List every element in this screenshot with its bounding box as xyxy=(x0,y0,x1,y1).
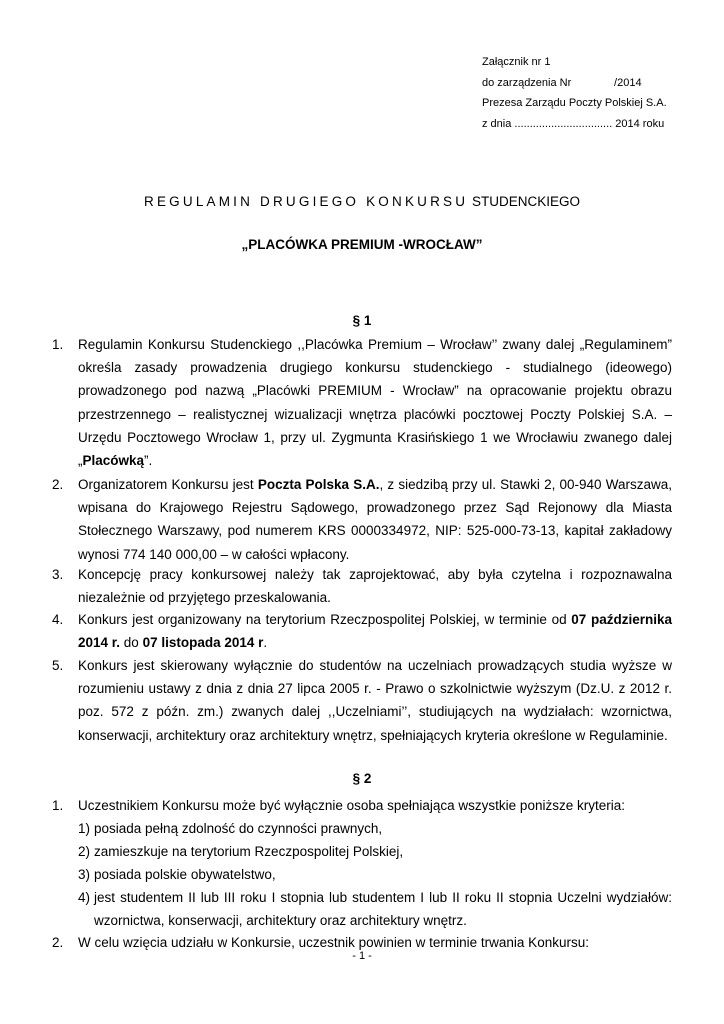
annex-header xyxy=(482,52,667,134)
item-number: 1. xyxy=(52,798,64,813)
item-number: 2. xyxy=(52,935,64,950)
criteria-number: 3) xyxy=(78,867,91,882)
annex-line-3: Prezesa Zarządu Poczty Polskiej S.A. xyxy=(482,97,667,109)
item-text: Konkurs jest organizowany na terytorium Rzeczpospolitej Polskiej, w terminie od 07 października 2014 r. do 07 listopada 2014 r. xyxy=(78,612,673,651)
section-1-item-3 xyxy=(52,563,672,609)
criteria-number: 2) xyxy=(78,844,91,859)
document-title xyxy=(0,194,724,209)
annex-line-1: Załącznik nr 1 xyxy=(482,56,551,68)
item-text: Konkurs jest skierowany wyłącznie do studentów na uczelniach prowadzących studia wyższe w rozumieniu ustawy z dnia z dnia 27 lipca 2005 r. - Prawo o szkolnictwie wyższym (Dz.U. z 2012 r. poz. 572 z późn. zm.) zwanych dalej ,,Uczelniami’’, studiujących na wydziałach: wzornictwa, konserwacji, architektury oraz architektury wnętrz, spełniających kryteria określone w Regulaminie. xyxy=(78,658,672,743)
section-2-heading: § 2 xyxy=(352,771,372,786)
criteria-item-2 xyxy=(78,840,672,863)
item-number: 5. xyxy=(52,658,64,673)
section-1-item-5 xyxy=(52,654,672,747)
criteria-item-4 xyxy=(78,886,672,932)
section-1-item-2 xyxy=(52,473,672,566)
document-subtitle: „PLACÓWKA PREMIUM -WROCŁAW” xyxy=(241,237,483,252)
annex-line-4: z dnia ................................ 2014 roku xyxy=(482,117,665,130)
criteria-text: zamieszkuje na terytorium Rzeczpospolitej Polskiej, xyxy=(94,844,404,859)
criteria-text: jest studentem II lub III roku I stopnia lub studentem I lub II roku II stopnia Uczelni wydziałów: wzornictwa, konserwacji, architektury oraz architektury wnętrz. xyxy=(94,890,672,929)
criteria-text: posiada pełną zdolność do czynności prawnych, xyxy=(94,821,383,836)
criteria-text: posiada polskie obywatelstwo, xyxy=(94,867,276,882)
section-1-item-4 xyxy=(52,608,672,654)
page-number: - 1 - xyxy=(352,950,372,962)
item-number: 3. xyxy=(52,567,64,582)
item-text: Regulamin Konkursu Studenckiego ,,Placówka Premium – Wrocław’’ zwany dalej „Regulaminem” określa zasady prowadzenia drugiego konkursu studenckiego - studialnego (ideowego) prowadzonego pod nazwą „Placówki PREMIUM - Wrocław” na opracowanie projektu obrazu przestrzennego – realistycznej wizualizacji wnętrza placówki pocztowej Poczty Polskiej S.A. – Urzędu Pocztowego Wrocław 1, przy ul. Zygmunta Krasińskiego 1 we Wrocławiu zwanego dalej „Placówką”. xyxy=(78,337,672,469)
item-text: Koncepcję pracy konkursowej należy tak zaprojektować, aby była czytelna i rozpoznawalna niezależnie od przyjętego przeskalowania. xyxy=(78,567,672,606)
section-2-item-1 xyxy=(52,794,672,817)
section-1-item-1 xyxy=(52,333,672,472)
item-number: 2. xyxy=(52,477,64,492)
item-text: Uczestnikiem Konkursu może być wyłącznie osoba spełniająca wszystkie poniższe kryteria: xyxy=(78,798,625,813)
section-1-heading: § 1 xyxy=(352,313,372,328)
title-spaced: REGULAMIN DRUGIEGO KONKURSU xyxy=(144,194,469,209)
item-number: 1. xyxy=(52,337,64,352)
item-number: 4. xyxy=(52,612,64,627)
criteria-item-1 xyxy=(78,817,672,840)
title-rest: STUDENCKIEGO xyxy=(471,194,580,209)
annex-line-2: do zarządzenia Nr /2014 xyxy=(482,76,642,89)
item-text: Organizatorem Konkursu jest Poczta Polska S.A., z siedzibą przy ul. Stawki 2, 00-940 Warszawa, wpisana do Krajowego Rejestru Sądowego, prowadzonego przez Sąd Rejonowy dla Miasta Stołecznego Warszawy, pod numerem KRS 0000334972, NIP: 525-000-73-13, kapitał zakładowy wynosi 774 140 000,00 – w całości wpłacony. xyxy=(78,477,672,562)
criteria-item-3 xyxy=(78,863,672,886)
item-text: W celu wzięcia udziału w Konkursie, uczestnik powinien w terminie trwania Konkursu: xyxy=(78,935,589,950)
criteria-number: 1) xyxy=(78,821,91,836)
criteria-number: 4) xyxy=(78,890,91,905)
